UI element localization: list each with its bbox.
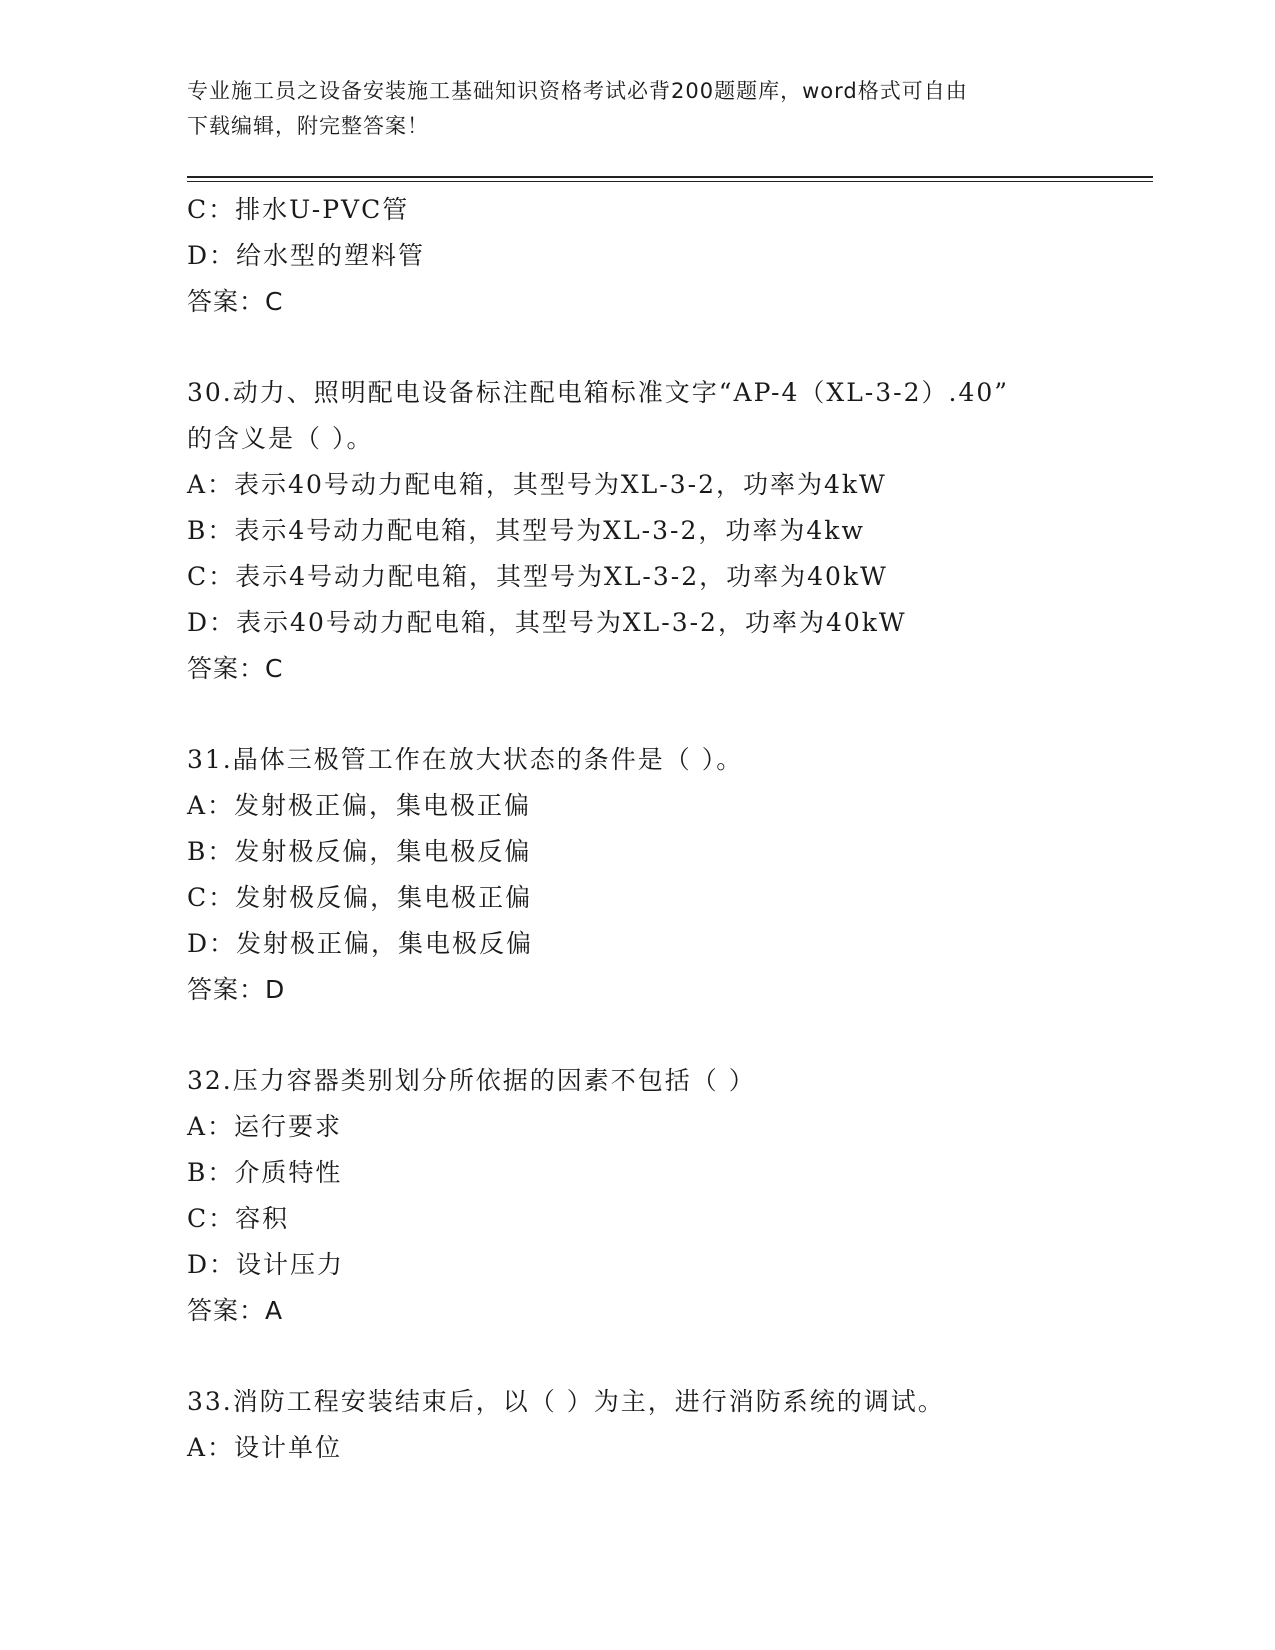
header-divider-thin bbox=[187, 181, 1153, 182]
q32-option-c: C：容积 bbox=[187, 1204, 290, 1233]
q29-option-c: C：排水U-PVC管 bbox=[187, 195, 410, 224]
q30-stem-line-1: 30.动力、照明配电设备标注配电箱标准文字“AP-4（XL-3-2）.40” bbox=[187, 378, 1010, 407]
q29-option-d: D：给水型的塑料管 bbox=[187, 241, 426, 270]
q31-option-d: D：发射极正偏，集电极反偏 bbox=[187, 929, 534, 958]
document-header bbox=[187, 74, 1067, 144]
question-spacer bbox=[187, 692, 1153, 737]
q30-stem-line-2: 的含义是（ ）。 bbox=[187, 424, 374, 453]
question-content bbox=[187, 187, 1153, 1471]
q31-option-b: B：发射极反偏，集电极反偏 bbox=[187, 837, 532, 866]
header-divider-thick bbox=[187, 176, 1153, 178]
q33-stem: 33.消防工程安装结束后，以（ ）为主，进行消防系统的调试。 bbox=[187, 1387, 945, 1416]
question-spacer bbox=[187, 325, 1153, 370]
q32-answer: 答案：A bbox=[187, 1296, 284, 1325]
q31-answer: 答案：D bbox=[187, 975, 286, 1004]
question-spacer bbox=[187, 1013, 1153, 1058]
q30-option-d: D：表示40号动力配电箱，其型号为XL-3-2，功率为40kW bbox=[187, 608, 907, 637]
q30-option-a: A：表示40号动力配电箱，其型号为XL-3-2，功率为4kW bbox=[187, 470, 887, 499]
q30-option-b: B：表示4号动力配电箱，其型号为XL-3-2，功率为4kw bbox=[187, 516, 865, 545]
q33-option-a: A：设计单位 bbox=[187, 1433, 343, 1462]
question-spacer bbox=[187, 1334, 1153, 1379]
q32-option-d: D：设计压力 bbox=[187, 1250, 345, 1279]
q31-option-c: C：发射极反偏，集电极正偏 bbox=[187, 883, 533, 912]
q29-answer: 答案：C bbox=[187, 287, 284, 316]
q30-answer: 答案：C bbox=[187, 654, 284, 683]
q32-option-a: A：运行要求 bbox=[187, 1112, 343, 1141]
q32-stem: 32.压力容器类别划分所依据的因素不包括（ ） bbox=[187, 1066, 756, 1095]
header-title-line-2: 下载编辑，附完整答案！ bbox=[187, 114, 429, 138]
q30-option-c: C：表示4号动力配电箱，其型号为XL-3-2，功率为40kW bbox=[187, 562, 888, 591]
q31-stem: 31.晶体三极管工作在放大状态的条件是（ ）。 bbox=[187, 745, 744, 774]
header-title-line-1: 专业施工员之设备安装施工基础知识资格考试必背200题题库，word格式可自由 bbox=[187, 79, 968, 103]
q32-option-b: B：介质特性 bbox=[187, 1158, 343, 1187]
q31-option-a: A：发射极正偏，集电极正偏 bbox=[187, 791, 532, 820]
